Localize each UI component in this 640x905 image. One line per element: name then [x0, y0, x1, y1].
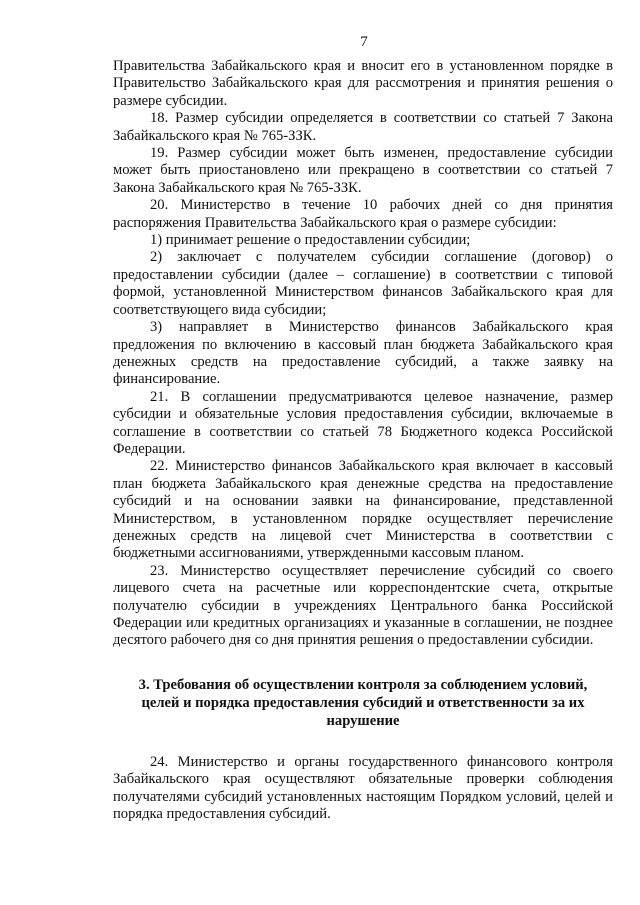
heading-spacer — [113, 730, 613, 754]
paragraph-20-item-2: 2) заключает с получателем субсидии соглашение (договор) о предоставлении субсидии (далее – соглашение) в соответствии с типовой формой, установленной Министерством финансов Забайкальского края для соответствующего вида субсидии; — [113, 249, 613, 318]
paragraph-20: 20. Министерство в течение 10 рабочих дней со дня принятия распоряжения Правительства Забайкальского края о размере субсидии: — [113, 197, 613, 231]
document-body — [113, 58, 613, 823]
paragraph-19: 19. Размер субсидии может быть изменен, предоставление субсидии может быть приостановлено или прекращено в соответствии со статьей 7 Закона Забайкальского края № 765-ЗЗК. — [113, 145, 613, 196]
paragraph-18: 18. Размер субсидии определяется в соответствии со статьей 7 Закона Забайкальского края № 765-ЗЗК. — [113, 110, 613, 144]
paragraph-20-item-3: 3) направляет в Министерство финансов Забайкальского края предложения по включению в кассовый план бюджета Забайкальского края денежных средств на предоставление субсидий, а также заявку на финансирование. — [113, 319, 613, 388]
paragraph-22: 22. Министерство финансов Забайкальского края включает в кассовый план бюджета Забайкальского края денежные средства на предоставление субсидий и на основании заявки на финансирование, представленной Министерством, в установленном порядке осуществляет перечисление денежных средств на лицевой счет Министерства в соответствии с бюджетными ассигнованиями, утвержденными кассовым планом. — [113, 458, 613, 562]
paragraphs-after-heading — [113, 754, 613, 824]
paragraph-23: 23. Министерство осуществляет перечисление субсидий со своего лицевого счета на расчетные или корреспондентские счета, открытые получателю субсидии в учреждениях Центрального банка Российской Федерации или кредитных организациях и указанные в соглашении, не позднее десятого рабочего дня со дня принятия решения о предоставлении субсидии. — [113, 562, 613, 649]
paragraph-24: 24. Министерство и органы государственного финансового контроля Забайкальского края осуществляют обязательные проверки соблюдения получателями субсидий установленных настоящим Порядком условий, целей и порядка предоставления субсидий. — [113, 753, 613, 823]
page-number: 7 — [360, 34, 368, 50]
paragraphs-before-heading — [113, 58, 613, 650]
section-heading: 3. Требования об осуществлении контроля за соблюдением условий, целей и порядка предоставления субсидий и ответственности за их нарушение — [138, 676, 588, 729]
paragraph-21: 21. В соглашении предусматриваются целевое назначение, размер субсидии и обязательные условия предоставления субсидии, включаемые в соглашение в соответствии со статьей 78 Бюджетного кодекса Российской Федерации. — [113, 388, 613, 457]
paragraph-continuation: Правительства Забайкальского края и вносит его в установленном порядке в Правительство Забайкальского края для рассмотрения и принятия решения о размере субсидии. — [113, 58, 613, 109]
paragraph-20-item-1: 1) принимает решение о предоставлении субсидии; — [150, 232, 471, 249]
